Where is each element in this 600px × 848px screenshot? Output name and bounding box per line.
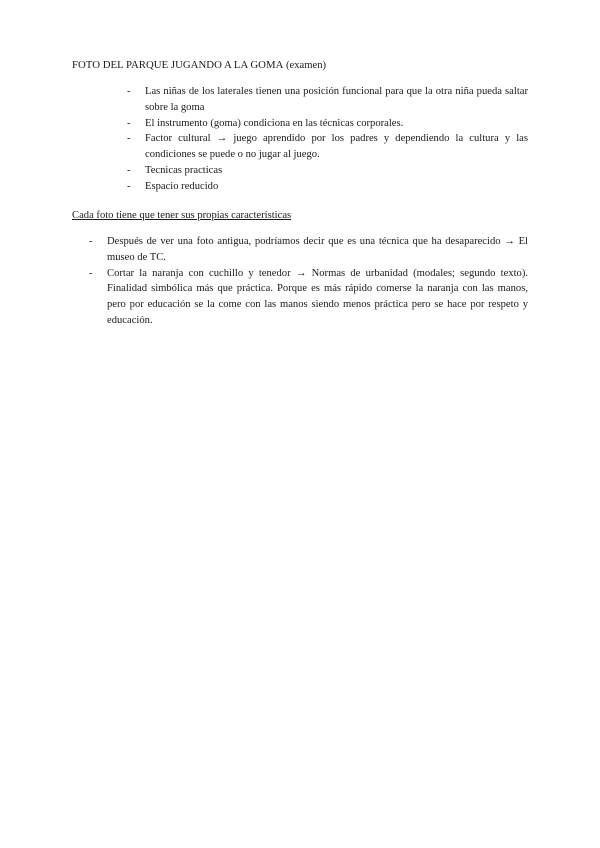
list-item bbox=[127, 163, 528, 179]
bullet-dash: - bbox=[127, 86, 131, 97]
bullet-dash: - bbox=[127, 180, 131, 192]
bullet-dash: - bbox=[89, 236, 93, 247]
title-text: FOTO DEL PARQUE JUGANDO A LA GOMA bbox=[72, 59, 284, 71]
list-item bbox=[89, 266, 528, 329]
list-item-text: Las niñas de los laterales tienen una posición funcional para que la otra niña pueda saltar sobre la goma bbox=[145, 86, 528, 113]
list-item-text: Espacio reducido bbox=[145, 180, 219, 192]
list-item-text: Después de ver una foto antigua, podríamos decir que es una técnica que ha desaparecido → El museo de TC. bbox=[107, 236, 528, 263]
section-heading: Cada foto tiene que tener sus propias características bbox=[72, 210, 292, 221]
list-item bbox=[127, 84, 528, 116]
list-item bbox=[127, 116, 528, 132]
bullet-list-fotos bbox=[89, 234, 528, 329]
list-item-text: Cortar la naranja con cuchillo y tenedor → Normas de urbanidad (modales; segundo texto). Finalidad simbólica más que práctica. Porque es más rápido comerse la naranja con las manos, pero por educación se la come con las manos siendo menos práctica pero se hace por respeto y educación. bbox=[107, 267, 528, 326]
list-item-text: Tecnicas practicas bbox=[145, 164, 223, 176]
list-item-text: El instrumento (goma) condiciona en las técnicas corporales. bbox=[145, 117, 404, 129]
bullet-list-goma bbox=[127, 84, 528, 195]
bullet-dash: - bbox=[127, 133, 131, 145]
bullet-dash: - bbox=[127, 117, 131, 129]
title-note: (examen) bbox=[286, 60, 327, 71]
list-item-text: Factor cultural → juego aprendido por los padres y dependiendo la cultura y las condiciones se puede o no jugar al juego. bbox=[145, 133, 528, 161]
list-item bbox=[127, 131, 528, 163]
bullet-dash: - bbox=[127, 164, 131, 176]
bullet-dash: - bbox=[89, 267, 93, 279]
document-title bbox=[72, 58, 532, 74]
list-item bbox=[89, 234, 528, 266]
list-item bbox=[127, 179, 528, 195]
